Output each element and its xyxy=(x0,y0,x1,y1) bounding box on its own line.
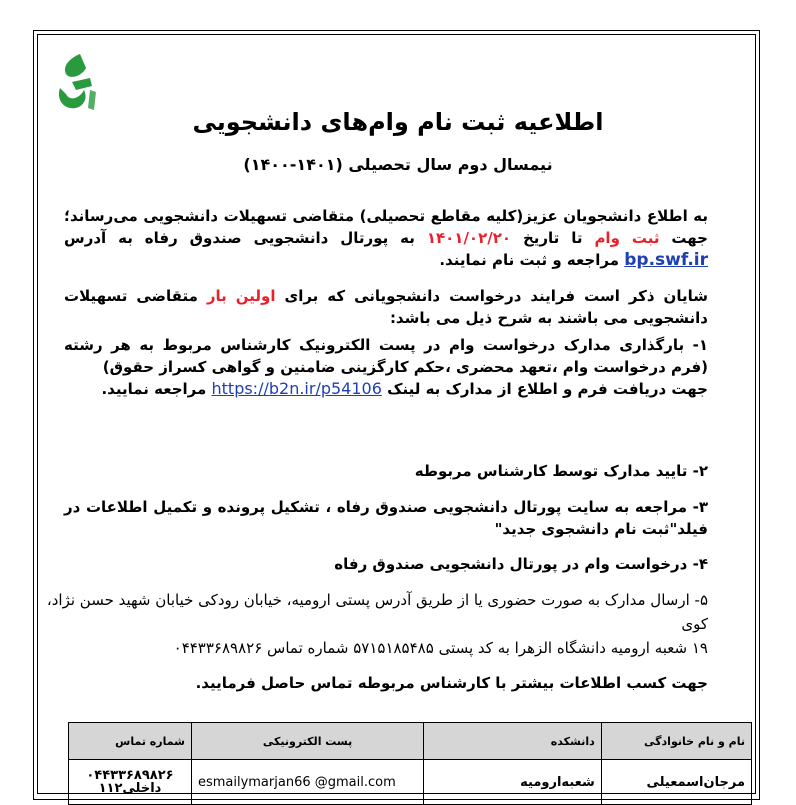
step-1 xyxy=(64,334,708,400)
note-text-2: متقاضی تسهیلات دانشجویی می باشند به شرح ذیل می باشد: xyxy=(64,287,708,327)
header-name: نام و نام خانوادگی xyxy=(601,723,751,760)
staff-phone: ۰۴۴۳۳۶۸۹۸۲۶ xyxy=(86,768,174,783)
table-header-row xyxy=(69,723,752,760)
staff-phone-cell xyxy=(69,760,192,805)
staff-name: مرجان‌اسمعیلی xyxy=(601,760,751,805)
intro-paragraph xyxy=(64,205,708,271)
step-1-link-suffix: مراجعه نمایید. xyxy=(101,380,212,398)
step-5-line-2: ۱۹ شعبه ارومیه دانشگاه الزهرا به کد پستی ۵۷۱۵۱۸۵۴۸۵ شماره تماس ۰۴۴۳۳۶۸۹۸۲۶ xyxy=(173,639,708,657)
step-1-link-prefix: جهت دریافت فرم و اطلاع از مدارک به لینک xyxy=(381,380,708,398)
staff-contact-table xyxy=(68,722,752,805)
step-5-line-1: ۵- ارسال مدارک به صورت حضوری یا از طریق آدرس پستی ارومیه، خیابان رودکی خیابان شهید حسن نژاد، کوی xyxy=(46,591,708,633)
intro-text-2: تا تاریخ xyxy=(511,229,595,247)
staff-email[interactable]: esmailymarjan66 @gmail.com xyxy=(191,760,423,805)
intro-text-3: به پورتال دانشجویی صندوق رفاه به آدرس xyxy=(64,229,427,247)
step-2: ۲- تایید مدارک توسط کارشناس مربوطه xyxy=(414,462,708,480)
forms-link[interactable]: https://b2n.ir/p54106 xyxy=(211,379,382,398)
portal-link[interactable]: bp.swf.ir xyxy=(624,250,708,270)
intro-highlight-date: ۱۴۰۱/۰۲/۲۰ xyxy=(426,229,512,247)
page-title: اطلاعیه ثبت نام وام‌های دانشجویی xyxy=(192,108,604,136)
step-4: ۴- درخواست وام در پورتال دانشجویی صندوق رفاه xyxy=(334,555,708,573)
page-subtitle: نیمسال دوم سال تحصیلی (۱۴۰۱-۱۴۰۰) xyxy=(243,155,553,174)
table-row xyxy=(69,760,752,805)
staff-phone-ext: داخلی۱۱۲ xyxy=(98,781,162,796)
staff-faculty: شعبه‌ارومیه xyxy=(424,760,602,805)
step-3: ۳- مراجعه به سایت پورتال دانشجویی صندوق رفاه ، تشکیل پرونده و تکمیل اطلاعات در فیلد"ثبت نام دانشجوی جدید" xyxy=(64,498,708,538)
closing-note: جهت کسب اطلاعات بیشتر با کارشناس مربوطه تماس حاصل فرمایید. xyxy=(195,674,708,692)
intro-highlight-loan: ثبت وام xyxy=(594,229,660,247)
step-5 xyxy=(44,588,708,660)
intro-text-4: مراجعه و ثبت نام نمایند. xyxy=(439,251,625,269)
header-faculty: دانشکده xyxy=(424,723,602,760)
header-phone: شماره تماس xyxy=(69,723,192,760)
step-1-text: ۱- بارگذاری مدارک درخواست وام در پست الکترونیک کارشناس مربوط به هر رشته (فرم درخواست وام ،تعهد محضری ،حکم کارگزینی ضامنین و گواهی کسراز حقوق) xyxy=(64,336,708,376)
note-paragraph xyxy=(64,285,708,329)
intro-text-1: به اطلاع دانشجویان عزیز(کلیه مقاطع تحصیلی) متقاضی تسهیلات دانشجویی می‌رساند؛ جهت xyxy=(64,207,708,247)
note-highlight: اولین بار xyxy=(206,287,276,305)
note-text-1: شایان ذکر است فرایند درخواست دانشجویانی که برای xyxy=(275,287,709,305)
header-email: پست الکترونیکی xyxy=(191,723,423,760)
